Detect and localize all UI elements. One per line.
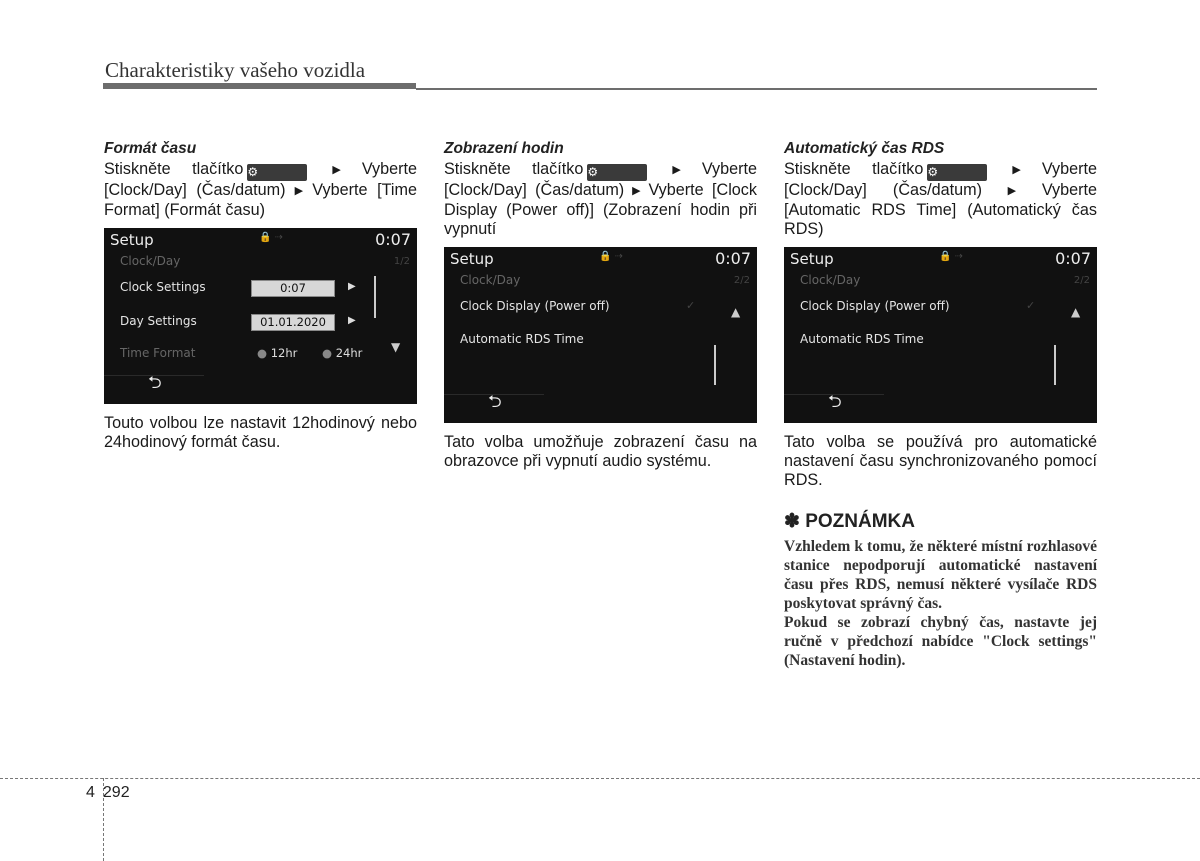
page-indicator: 2/2 [1073,275,1090,286]
instruction [784,160,1097,239]
scrollbar[interactable] [714,345,716,385]
section-clock-display [444,140,757,471]
page-indicator: 1/2 [393,256,410,267]
status-icons: 🔒 ⇢ [599,251,624,262]
right-triangle-icon: ▶ [628,185,645,197]
status-icons: 🔒 ⇢ [939,251,964,262]
scroll-up-icon[interactable]: ▲ [731,305,741,319]
setup-button-icon: ⚙ [587,164,647,181]
page-header: Charakteristiky vašeho vozidla [105,58,366,82]
section-time-format [104,140,417,452]
menu-row[interactable]: Automatic RDS Time [460,332,584,346]
radio-label: 12hr [270,346,298,360]
radio-24hr[interactable]: ● 24hr [322,346,363,360]
scrollbar[interactable] [1054,345,1056,385]
right-triangle-icon: ▶ [655,164,698,176]
right-triangle-icon[interactable]: ▶ [348,315,356,326]
scroll-down-icon[interactable]: ▼ [391,340,401,354]
menu-row: Clock/Day [800,273,861,287]
menu-row[interactable]: Clock Display (Power off) [800,299,950,313]
scrollbar[interactable] [374,276,376,318]
caption: Touto volbou lze nastavit 12hodinový nebo 24hodinový formát času. [104,414,417,451]
caption: Tato volba umožňuje zobrazení času na obrazovce při vypnutí audio systému. [444,433,757,470]
radio-label: 24hr [335,346,363,360]
radio-12hr[interactable]: ● 12hr [257,346,298,360]
instruction-text: Vyberte [Clock/Day] (Čas/datum) [104,160,417,199]
section-title: Automatický čas RDS [784,140,945,157]
menu-row: Clock/Day [120,254,181,268]
section-title: Zobrazení hodin [444,140,564,157]
setup-button-icon: ⚙ [927,164,987,181]
instruction-text: Stiskněte tlačítko [104,160,244,178]
back-arrow-icon[interactable]: ⮌ [828,392,842,412]
scroll-up-icon[interactable]: ▲ [1071,305,1081,319]
instruction [104,160,417,220]
page-number [86,784,130,802]
check-icon[interactable]: ✓ [1026,299,1036,312]
header-rule [416,88,1097,90]
menu-row[interactable]: Automatic RDS Time [800,332,924,346]
section-auto-rds-time [784,140,1097,670]
menu-row: Time Format [120,346,196,360]
menu-row: Clock/Day [460,273,521,287]
instruction [444,160,757,239]
menu-row[interactable]: Clock Settings [120,280,206,294]
note-text: Pokud se zobrazí chybný čas, nastavte jej ručně v předchozí nabídce "Clock settings" (Nastavení hodin). [784,614,1097,669]
check-icon[interactable]: ✓ [686,299,696,312]
instruction-text: Vyberte [Clock/Day] (Čas/datum) [784,160,1097,199]
screen-time: 0:07 [375,230,411,249]
screen-time: 0:07 [715,249,751,268]
date-value-field[interactable]: 01.01.2020 [251,314,335,331]
page-number-value: 292 [102,784,130,801]
instruction-text: Stiskněte tlačítko [784,160,924,178]
caption: Tato volba se používá pro automatické nastavení času synchronizovaného pomocí RDS. [784,433,1097,489]
setup-screen [104,228,417,404]
header-bar [103,83,416,89]
setup-screen [444,247,757,423]
instruction-text: Stiskněte tlačítko [444,160,584,178]
back-arrow-icon[interactable]: ⮌ [488,392,502,412]
setup-screen [784,247,1097,423]
right-triangle-icon: ▶ [289,185,309,197]
menu-row[interactable]: Clock Display (Power off) [460,299,610,313]
page-indicator: 2/2 [733,275,750,286]
instruction-text: Vyberte [Automatic RDS Time] (Automatický čas RDS) [784,181,1098,238]
screen-title: Setup [450,250,494,268]
instruction-text: Vyberte [Time Format] (Formát času) [104,181,417,219]
chapter-number: 4 [86,784,95,801]
instruction-text: Vyberte [Clock Display (Power off)] (Zobrazení hodin při vypnutí [444,181,757,238]
note-text: Vzhledem k tomu, že některé místní rozhlasové stanice nepodporují automatické nastavení času přes RDS, nemusí některé vysílače RDS poskytovat správný čas. [784,538,1097,612]
footer-divider [0,778,1200,779]
right-triangle-icon[interactable]: ▶ [348,281,356,292]
screen-time: 0:07 [1055,249,1091,268]
clock-value-field[interactable]: 0:07 [251,280,335,297]
status-icons: 🔒 ⇢ [259,232,284,243]
right-triangle-icon: ▶ [315,164,358,176]
instruction-text: Vyberte [Clock/Day] (Čas/datum) [444,160,757,199]
screen-title: Setup [110,231,154,249]
note-title: ✽ POZNÁMKA [784,511,915,532]
screen-title: Setup [790,250,834,268]
right-triangle-icon: ▶ [986,185,1038,197]
section-title: Formát času [104,140,197,157]
setup-button-icon: ⚙ [247,164,307,181]
back-arrow-icon[interactable]: ⮌ [148,373,162,393]
menu-row[interactable]: Day Settings [120,314,197,328]
right-triangle-icon: ▶ [995,164,1038,176]
